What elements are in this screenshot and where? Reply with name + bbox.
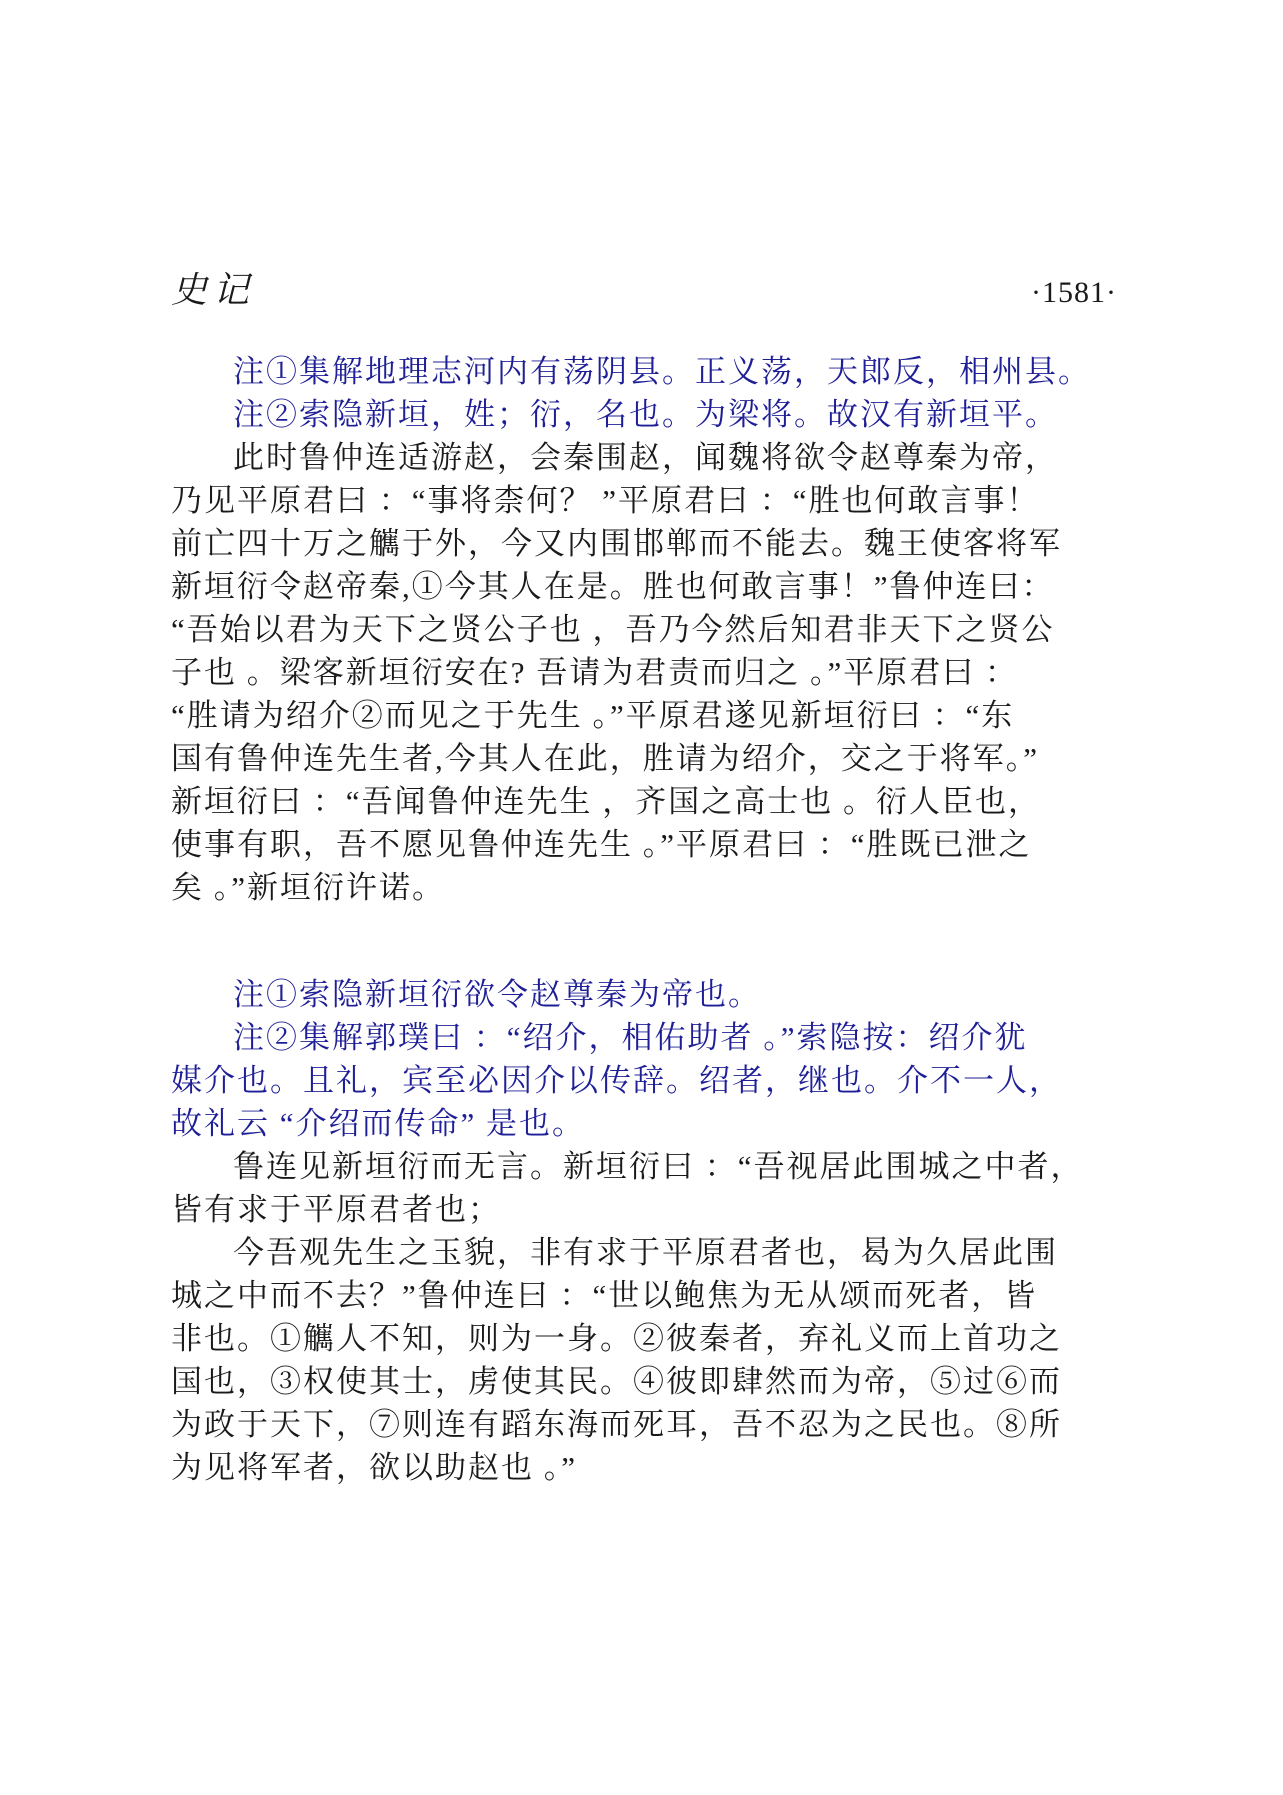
body-text-line: 使事有职，吾不愿见鲁仲连先生 。”平原君曰 ：“胜既已泄之 — [171, 827, 1032, 862]
text-block — [171, 350, 1123, 1489]
body-text-line: “胜请为绍介②而见之于先生 。”平原君遂见新垣衍曰 ：“东 — [171, 698, 1015, 733]
page-number: ·1581· — [1031, 276, 1117, 309]
body-text-line: 非也。①觽人不知，则为一身。②彼秦者，弃礼义而上首功之 — [171, 1321, 1062, 1356]
body-text-line: 国也，③权使其士，虏使其民。④彼即肆然而为帝，⑤过⑥而 — [171, 1364, 1062, 1399]
annotation-line: 注①索隐新垣衍欲令赵尊秦为帝也。 — [233, 977, 761, 1012]
body-text-line: 国有鲁仲连先生者,今其人在此，胜请为绍介，交之于将军。” — [171, 741, 1040, 776]
body-text-line: 新垣衍令赵帝秦,①今其人在是。胜也何敢言事！”鲁仲连曰： — [171, 569, 1055, 604]
body-text-line: 今吾观先生之玉貌，非有求于平原君者也，曷为久居此围 — [233, 1235, 1058, 1270]
body-text-line: 前亡四十万之觽于外，今又内围邯郸而不能去。魏王使客将军 — [171, 526, 1062, 561]
annotation-line: 注①集解地理志河内有荡阴县。正义荡，天郎反，相州县。 — [233, 354, 1091, 389]
body-text-line: 矣 。”新垣衍许诺。 — [171, 870, 446, 905]
body-text-line: 为见将军者，欲以助赵也 。” — [171, 1450, 578, 1485]
annotation-line: 故礼云 “介绍而传命” 是也。 — [171, 1106, 586, 1141]
body-text-line: “吾始以君为天下之贤公子也 ，吾乃今然后知君非天下之贤公 — [171, 612, 1055, 647]
book-title: 史记 — [171, 270, 256, 310]
annotation-line: 注②索隐新垣，姓；衍，名也。为梁将。故汉有新垣平。 — [233, 397, 1058, 432]
body-text-line: 乃见平原君曰 ：“事将柰何？ ”平原君曰 ：“胜也何敢言事！ — [171, 483, 1040, 518]
body-text-line: 子也 。梁客新垣衍安在? 吾请为君责而归之 。”平原君曰 ： — [171, 655, 1019, 690]
page-header — [171, 262, 1117, 313]
body-text-line: 为政于天下，⑦则连有蹈东海而死耳，吾不忍为之民也。⑧所 — [171, 1407, 1062, 1442]
body-text-line: 此时鲁仲连适游赵，会秦围赵，闻魏将欲令赵尊秦为帝， — [233, 440, 1058, 475]
body-text-line: 皆有求于平原君者也； — [171, 1192, 501, 1227]
body-text-line: 城之中而不去？”鲁仲连曰 ：“世以鲍焦为无从颂而死者，皆 — [171, 1278, 1038, 1313]
annotation-line: 媒介也。且礼，宾至必因介以传辞。绍者，继也。介不一人， — [171, 1063, 1062, 1098]
body-text-line: 鲁连见新垣衍而无言。新垣衍曰 ：“吾视居此围城之中者， — [233, 1149, 1084, 1184]
annotation-line: 注②集解郭璞曰 ：“绍介，相佑助者 。”索隐按：绍介犹 — [233, 1020, 1028, 1055]
body-text-line: 新垣衍曰 ：“吾闻鲁仲连先生 ，齐国之高士也 。衍人臣也， — [171, 784, 1042, 819]
